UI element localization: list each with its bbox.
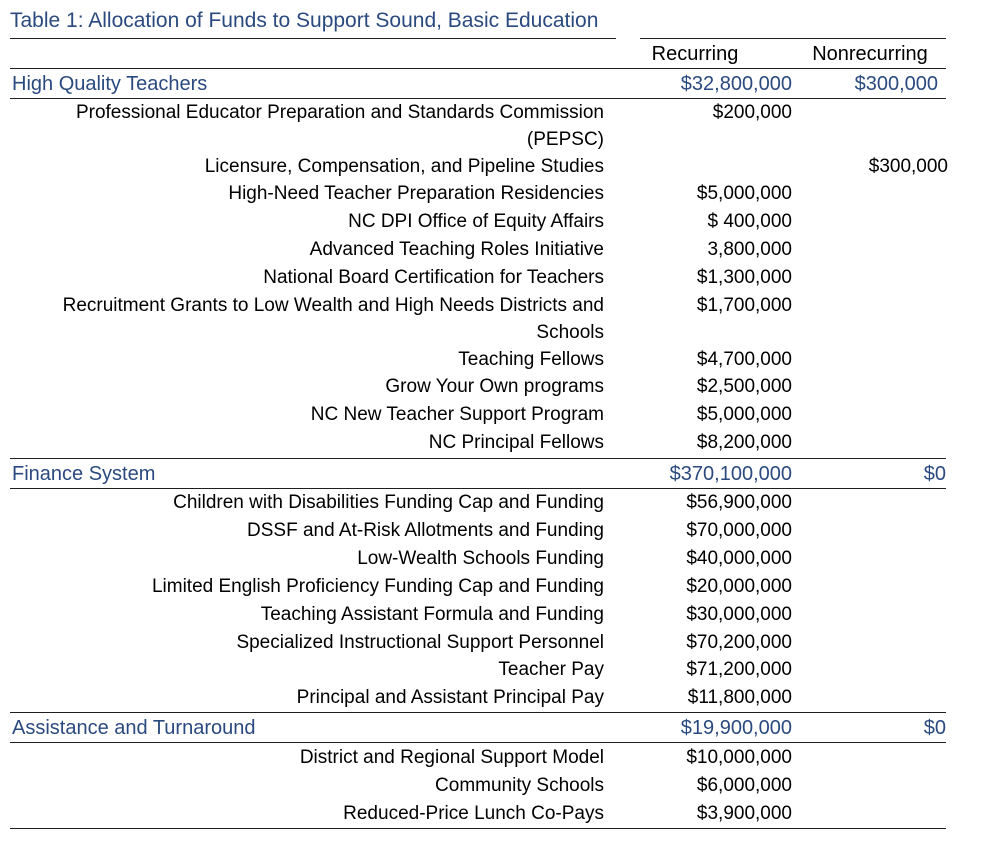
line-item-recurring: $71,200,000 — [686, 659, 792, 680]
line-item-label: Limited English Proficiency Funding Cap and Funding — [151, 576, 604, 597]
section-recurring-total: $19,900,000 — [680, 717, 792, 739]
line-item-label: Low-Wealth Schools Funding — [357, 548, 604, 569]
section-rule — [10, 742, 946, 743]
section-title: Finance System — [12, 463, 156, 485]
line-item-recurring: $11,800,000 — [687, 687, 792, 708]
line-item-recurring: $30,000,000 — [686, 604, 792, 625]
line-item-label: Recruitment Grants to Low Wealth and High Needs Districts and — [62, 295, 604, 316]
line-item-label: (PEPSC) — [526, 129, 604, 150]
line-item-recurring: $2,500,000 — [696, 376, 792, 397]
line-item-label: Schools — [536, 322, 604, 343]
line-item-recurring: $4,700,000 — [696, 349, 792, 370]
line-item-label: DSSF and At-Risk Allotments and Funding — [247, 520, 604, 541]
section-rule — [10, 712, 946, 713]
line-item-recurring: $10,000,000 — [686, 747, 792, 768]
table-title: Table 1: Allocation of Funds to Support Sound, Basic Education — [10, 9, 599, 32]
line-item-recurring: 3,800,000 — [707, 239, 792, 260]
line-item-label: NC New Teacher Support Program — [310, 404, 604, 425]
line-item-label: Reduced-Price Lunch Co-Pays — [343, 803, 604, 824]
line-item-nonrecurring: $300,000 — [868, 156, 948, 177]
section-nonrecurring-total: $0 — [923, 717, 946, 739]
line-item-recurring: $8,200,000 — [696, 432, 792, 453]
section-recurring-total: $32,800,000 — [680, 73, 792, 95]
col-header-recurring: Recurring — [651, 43, 739, 65]
title-underline — [10, 38, 616, 39]
line-item-label: Community Schools — [435, 775, 604, 796]
line-item-label: Principal and Assistant Principal Pay — [296, 687, 604, 708]
section-nonrecurring-total: $0 — [923, 463, 946, 485]
line-item-recurring: $1,700,000 — [696, 295, 792, 316]
line-item-label: Children with Disabilities Funding Cap and Funding — [173, 492, 604, 513]
section-title: High Quality Teachers — [12, 73, 208, 95]
line-item-label: National Board Certification for Teachers — [263, 267, 604, 288]
section-recurring-total: $370,100,000 — [669, 463, 792, 485]
line-item-recurring: $3,900,000 — [696, 803, 792, 824]
section-title: Assistance and Turnaround — [12, 717, 256, 739]
line-item-label: Specialized Instructional Support Personnel — [236, 632, 604, 653]
line-item-label: District and Regional Support Model — [299, 747, 604, 768]
line-item-label: NC Principal Fellows — [428, 432, 604, 453]
line-item-recurring: $70,000,000 — [686, 520, 792, 541]
line-item-recurring: $70,200,000 — [686, 632, 792, 653]
col-header-nonrecurring: Nonrecurring — [812, 43, 928, 65]
line-item-recurring: $20,000,000 — [686, 576, 792, 597]
table-bottom-rule — [10, 828, 946, 829]
line-item-label: Professional Educator Preparation and Standards Commission — [75, 102, 604, 123]
line-item-label: Teaching Fellows — [458, 349, 604, 370]
line-item-label: Teacher Pay — [498, 659, 604, 680]
line-item-recurring: $5,000,000 — [696, 183, 792, 204]
header-topline — [640, 38, 946, 39]
line-item-recurring: $40,000,000 — [686, 548, 792, 569]
line-item-label: NC DPI Office of Equity Affairs — [348, 211, 604, 232]
line-item-label: Advanced Teaching Roles Initiative — [309, 239, 604, 260]
line-item-recurring: $56,900,000 — [686, 492, 792, 513]
section-nonrecurring-total: $300,000 — [854, 73, 938, 95]
section-rule — [10, 458, 946, 459]
line-item-recurring: $ 400,000 — [707, 211, 792, 232]
line-item-label: High-Need Teacher Preparation Residencies — [228, 183, 604, 204]
line-item-recurring: $1,300,000 — [696, 267, 792, 288]
header-rule — [10, 68, 946, 69]
line-item-label: Teaching Assistant Formula and Funding — [260, 604, 604, 625]
line-item-recurring: $200,000 — [712, 102, 792, 123]
line-item-label: Grow Your Own programs — [385, 376, 604, 397]
line-item-recurring: $5,000,000 — [696, 404, 792, 425]
line-item-label: Licensure, Compensation, and Pipeline Studies — [204, 156, 604, 177]
line-item-recurring: $6,000,000 — [696, 775, 792, 796]
